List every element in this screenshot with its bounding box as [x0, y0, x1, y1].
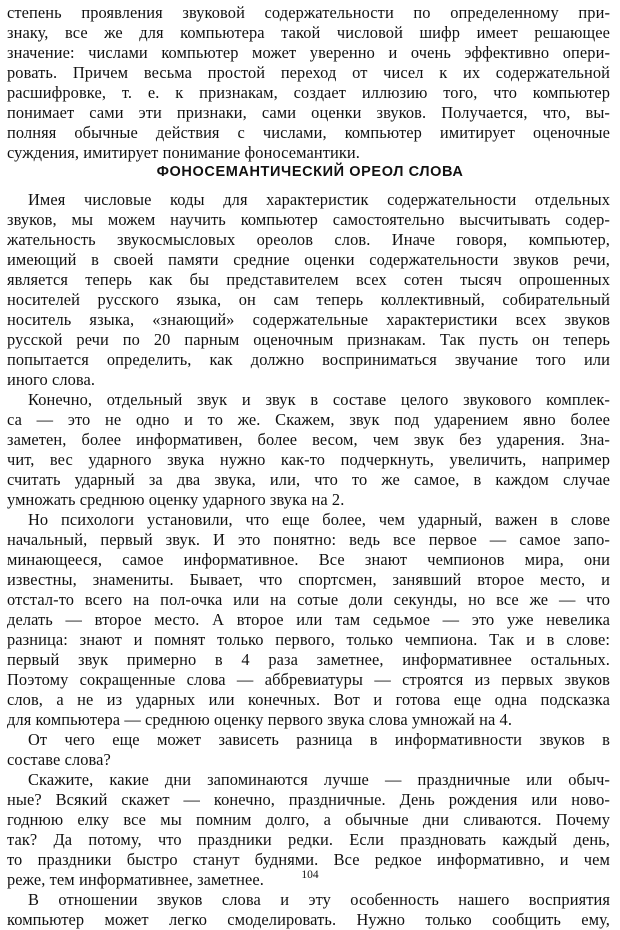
text-line: От чего еще может зависеть разница в информативности звуков в [28, 730, 610, 749]
text-line: годнюю елку все мы помним долго, а обычные дни сливаются. Почему [7, 810, 610, 829]
text-line: так? Да потому, что праздники редки. Если праздновать каждый день, [7, 830, 610, 849]
text-line: полняя обычные действия с числами, компьютер имитирует оценочные [7, 123, 610, 142]
text-line: Имея числовые коды для характеристик содержательности отдельных [28, 190, 610, 209]
text-line: суждения, имитирует понимание фоносемантики. [7, 143, 360, 162]
opening-paragraph [7, 3, 610, 163]
text-line: заметен, более информативен, более весом, чем звук без ударения. Зна- [7, 430, 610, 449]
text-line: ные? Всякий скажет — конечно, праздничные. День рождения или ново- [7, 790, 610, 809]
text-line: Поэтому сокращенные слова — аббревиатуры — строятся из первых звуков [7, 670, 610, 689]
text-line: значение: числами компьютер может уверенно и очень эффективно опери- [7, 43, 610, 62]
text-line: степень проявления звуковой содержательности по определенному при- [7, 3, 610, 22]
text-line: отстал-то всего на пол-очка или на сотые доли секунды, но все же — что [7, 590, 610, 609]
text-line: русской речи по 20 парным оценочным признакам. Так пусть он теперь [7, 330, 610, 349]
text-line: иного слова. [7, 370, 96, 389]
text-line: В отношении звуков слова и эту особенность нашего восприятия [28, 890, 610, 909]
text-line: минающееся, самое информативное. Все знают чемпионов мира, они [7, 550, 610, 569]
text-line: имеющий в своей памяти средние оценки содержательности звуков речи, [7, 250, 610, 269]
text-line: делать — второе место. А второе или там седьмое — это уже невелика [7, 610, 610, 629]
text-line: расшифровке, т. е. к признакам, создает иллюзию того, что компьютер [7, 83, 610, 102]
text-line: Конечно, отдельный звук и звук в составе целого звукового комплек- [28, 390, 610, 409]
text-line: составе слова? [7, 750, 111, 769]
text-line: жательность звукосмысловых ореолов слов. Иначе говоря, компьютер, [7, 230, 610, 249]
section-body [7, 190, 610, 930]
text-line: знаку, все же для компьютера такой числовой шифр имеет решающее [7, 23, 610, 42]
text-line: реже, тем информативнее, заметнее. [7, 870, 264, 889]
text-line: попытается определить, как должно восприниматься звучание того или [7, 350, 610, 369]
text-line: для компьютера — среднюю оценку первого звука слова умножай на 4. [7, 710, 513, 729]
text-line: носитель языка, «знающий» содержательные характеристики всех звуков [7, 310, 610, 329]
text-line: са — это не одно и то же. Скажем, звук под ударением явно более [7, 410, 610, 429]
text-line: начальный, первый звук. И это понятно: ведь все первое — самое запо- [7, 530, 610, 549]
text-line: Но психологи установили, что еще более, чем ударный, важен в слове [28, 510, 610, 529]
text-line: умножать среднюю оценку ударного звука на 2. [7, 490, 345, 509]
text-line: носителей русского языка, он сам теперь коллективный, собирательный [7, 290, 610, 309]
text-line: известны, знамениты. Бывает, что спортсмен, занявший второе место, и [7, 570, 610, 589]
text-line: первый звук примерно в 4 раза заметнее, информативнее остальных. [7, 650, 610, 669]
text-line: Скажите, какие дни запоминаются лучше — праздничные или обыч- [28, 770, 610, 789]
section-title: ФОНОСЕМАНТИЧЕСКИЙ ОРЕОЛ СЛОВА [156, 164, 464, 180]
text-line: понимает сами эти признаки, сами оценки звуков. Получается, что, вы- [7, 103, 610, 122]
text-line: слов, а не из ударных или конечных. Вот и готова еще одна подсказка [7, 690, 610, 709]
text-line: компьютер может легко смоделировать. Нужно только сообщить ему, [7, 910, 610, 929]
text-line: считать ударный за два звука, или, что то же самое, в каждом случае [7, 470, 610, 489]
text-line: то праздники быстро станут буднями. Все редкое информативно, и чем [7, 850, 610, 869]
page-number: 104 [301, 869, 319, 881]
text-line: чит, вес ударного звука нужно как-то подчеркнуть, увеличить, например [7, 450, 610, 469]
text-line: является теперь как бы представителем всех сотен тысяч опрошенных [7, 270, 610, 289]
text-line: ровать. Причем весьма простой переход от чисел к их содержательной [7, 63, 610, 82]
text-line: разница: знают и помнят только первого, только чемпиона. Так и в слове: [7, 630, 610, 649]
text-line: звуков, мы можем научить компьютер самостоятельно высчитывать содер- [7, 210, 610, 229]
